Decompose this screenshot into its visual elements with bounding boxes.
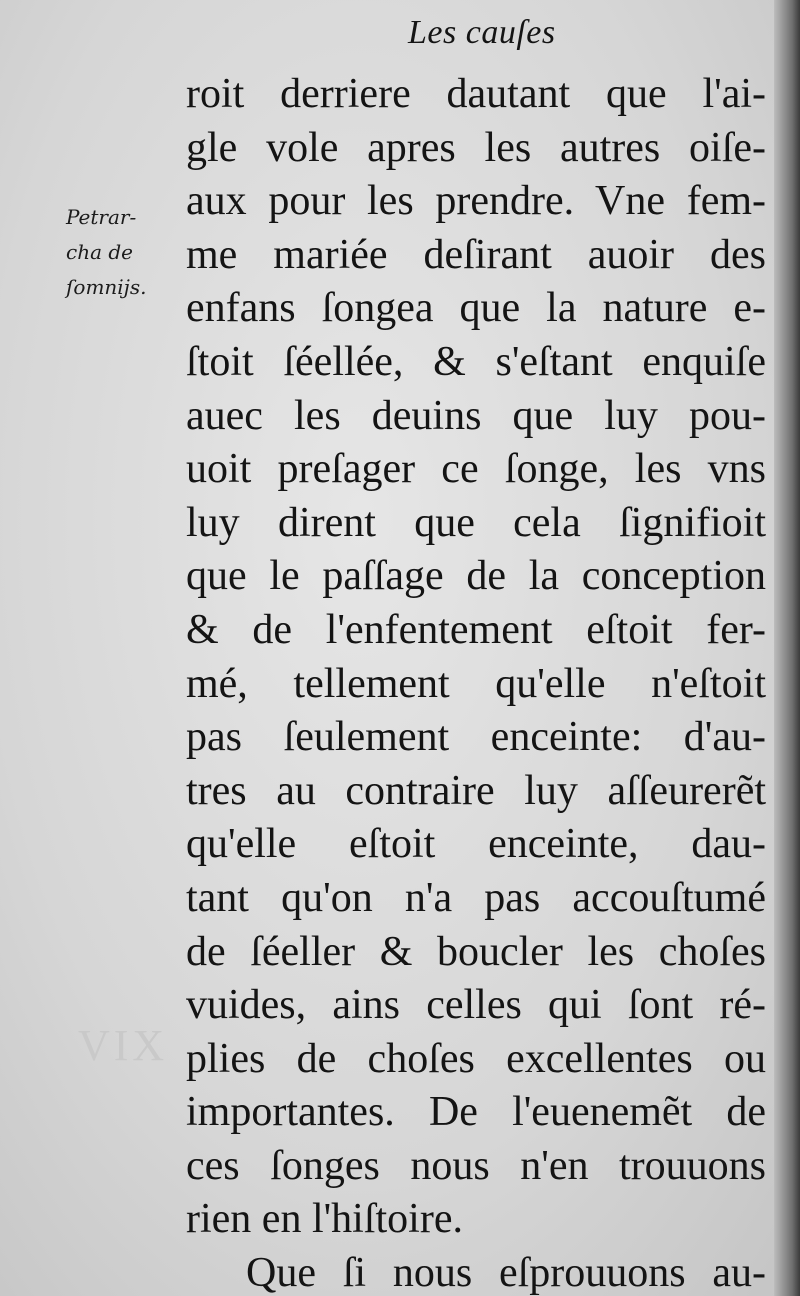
body-text [186, 68, 766, 1296]
marginal-note [66, 200, 191, 305]
marginal-note-line: Petrar- [66, 205, 137, 229]
text-line: & de l'enfentement eſtoit fer- [186, 606, 766, 653]
text-line: pas ſeulement enceinte: d'au- [186, 714, 766, 761]
text-line: tant qu'on n'a pas accouſtumé [186, 874, 766, 921]
text-line: de ſéeller & boucler les choſes [186, 928, 766, 975]
running-head: Les cauſes [408, 14, 556, 51]
marginal-note-line: cha de [66, 240, 134, 264]
text-line: ces ſonges nous n'en trouuons [186, 1142, 766, 1189]
text-line: plies de choſes excellentes ou [186, 1035, 766, 1082]
text-line: luy dirent que cela ſignifioit [186, 499, 766, 546]
text-line: vuides, ains celles qui ſont ré- [186, 982, 766, 1029]
text-line: qu'elle eſtoit enceinte, dau- [186, 821, 766, 868]
text-line: aux pour les prendre. Vne fem- [186, 178, 766, 225]
text-line: importantes. De l'euenemẽt de [186, 1089, 766, 1136]
text-line: tres au contraire luy aſſeurerẽt [186, 767, 766, 814]
text-line: enfans ſongea que la nature e- [186, 285, 766, 332]
text-line: me mariée deſirant auoir des [186, 231, 766, 278]
text-line: gle vole apres les autres oiſe- [186, 124, 766, 171]
marginal-note-line: ſomniјs. [66, 275, 147, 299]
text-line: auec les deuins que luy pou- [186, 392, 766, 439]
show-through-text: VIX [78, 1021, 169, 1070]
text-line: ſtoit ſéellée, & s'eſtant enquiſe [186, 338, 766, 385]
text-line: que le paſſage de la conception [186, 553, 766, 600]
text-line: rien en l'hiſtoire. [186, 1196, 463, 1243]
page-edge-shadow [774, 0, 800, 1296]
text-line: uoit preſager ce ſonge, les vns [186, 446, 766, 493]
text-line: mé, tellement qu'elle n'eſtoit [186, 660, 766, 707]
text-line: Que ſi nous eſprouuons au- [246, 1250, 766, 1296]
text-line: roit derriere dautant que l'ai- [186, 71, 766, 117]
